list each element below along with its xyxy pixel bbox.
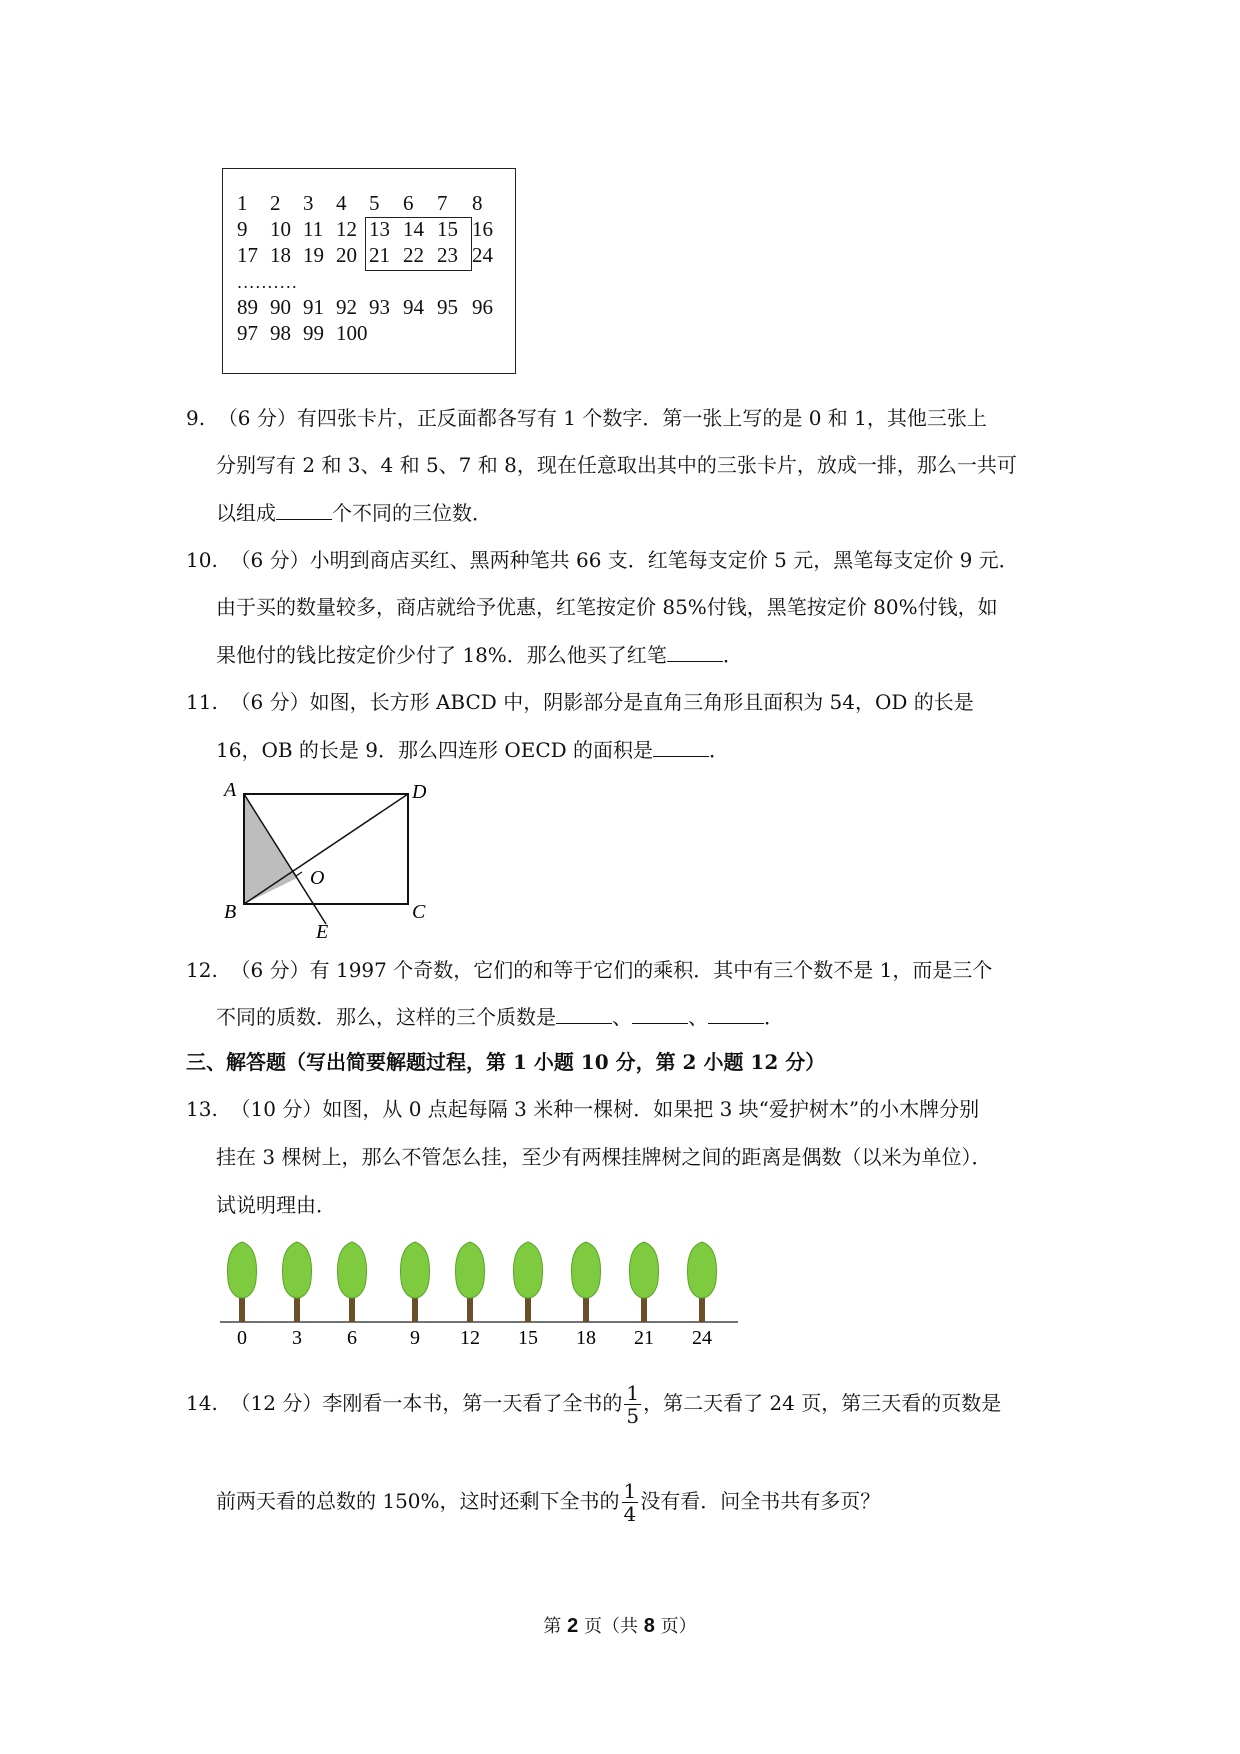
q9-number: 9. — [186, 406, 206, 430]
q10-text-3a: 果他付的钱比按定价少付了 18%．那么他买了红笔 — [216, 643, 667, 667]
q12-answer-blank-2[interactable] — [632, 1005, 688, 1024]
q11-answer-blank[interactable] — [653, 738, 709, 757]
label-a: A — [224, 779, 237, 801]
q11-text-1: 如图，长方形 ABCD 中，阴影部分是直角三角形且面积为 54，OD 的长是 — [309, 690, 974, 714]
tree-crown — [572, 1242, 601, 1298]
q11-line2 — [216, 736, 729, 764]
q10-line2: 由于买的数量较多，商店就给予优惠，红笔按定价 85%付钱，黑笔按定价 80%付钱，如 — [216, 595, 998, 619]
tree-icon — [630, 1242, 659, 1322]
grid-number: 8 — [472, 191, 483, 215]
tree-distance-label: 21 — [634, 1327, 654, 1349]
label-c: C — [412, 901, 426, 923]
tree-distance-label: 9 — [410, 1327, 420, 1349]
q13-line2: 挂在 3 棵树上，那么不管怎么挂，至少有两棵挂牌树之间的距离是偶数（以米为单位）． — [216, 1145, 992, 1169]
grid-number: 23 — [437, 243, 458, 267]
grid-number: 17 — [237, 243, 258, 267]
q12-text-1: 有 1997 个奇数，它们的和等于它们的乘积．其中有三个数不是 1，而是三个 — [309, 958, 993, 982]
q12-answer-blank-1[interactable] — [556, 1005, 612, 1024]
tree-icon — [572, 1242, 601, 1322]
grid-number: 10 — [270, 217, 291, 241]
q12-answer-blank-3[interactable] — [708, 1005, 764, 1024]
rectangle-abcd-figure — [210, 778, 440, 938]
q9-text-1: 有四张卡片，正反面都各写有 1 个数字．第一张上写的是 0 和 1，其他三张上 — [296, 406, 987, 430]
q13-score: （10 分） — [230, 1097, 323, 1121]
tree-crown — [456, 1242, 485, 1298]
tree-icon — [401, 1242, 430, 1322]
fraction-1-denominator: 5 — [626, 1404, 640, 1428]
tree-distance-label: 0 — [237, 1327, 247, 1349]
tree-crown — [283, 1242, 312, 1298]
tree-crown — [401, 1242, 430, 1298]
grid-number: 91 — [303, 295, 324, 319]
grid-number: 6 — [403, 191, 414, 215]
q12-end: ． — [764, 1005, 784, 1029]
tree-crown — [630, 1242, 659, 1298]
q10-text-3b: ． — [722, 643, 743, 667]
grid-number: 22 — [403, 243, 424, 267]
label-o: O — [310, 867, 325, 889]
trees-group — [228, 1242, 717, 1349]
grid-ellipsis: .......... — [237, 273, 298, 292]
q9-line1 — [186, 404, 987, 432]
q9-text-3a: 以组成 — [216, 501, 276, 525]
grid-number: 100 — [336, 321, 368, 345]
tree-icon — [456, 1242, 485, 1322]
q12-line1 — [186, 956, 992, 984]
footer-page-number: 2 — [567, 1615, 579, 1637]
tree-icon — [228, 1242, 257, 1322]
grid-number: 90 — [270, 295, 291, 319]
grid-number: 24 — [472, 243, 493, 267]
grid-number: 13 — [369, 217, 390, 241]
grid-number: 15 — [437, 217, 458, 241]
q14-text-1b: ，第二天看了 24 页，第三天看的页数是 — [643, 1391, 1002, 1415]
grid-number: 92 — [336, 295, 357, 319]
q11-score: （6 分） — [230, 690, 310, 714]
fraction-2-numerator: 1 — [623, 1479, 637, 1503]
q11-text-2a: 16，OB 的长是 9．那么四连形 OECD 的面积是 — [216, 738, 654, 762]
grid-highlight-box — [365, 217, 472, 271]
grid-number: 7 — [437, 191, 448, 215]
q13-line3: 试说明理由． — [216, 1193, 336, 1217]
fraction-one-fifth — [624, 1382, 641, 1427]
q11-line1 — [186, 688, 974, 716]
grid-number: 96 — [472, 295, 493, 319]
q11-text-2b: ． — [709, 738, 730, 762]
q12-text-2a: 不同的质数．那么，这样的三个质数是 — [216, 1005, 556, 1029]
label-b: B — [224, 901, 237, 923]
grid-number: 4 — [336, 191, 347, 215]
q13-number: 13. — [186, 1097, 218, 1121]
grid-number: 16 — [472, 217, 493, 241]
tree-icon — [283, 1242, 312, 1322]
q11-number: 11. — [186, 690, 218, 714]
q12-number: 12. — [186, 958, 218, 982]
grid-number: 98 — [270, 321, 291, 345]
grid-number: 3 — [303, 191, 314, 215]
grid-number: 93 — [369, 295, 390, 319]
q10-line3 — [216, 641, 743, 669]
number-grid-figure — [222, 168, 516, 374]
grid-number: 5 — [369, 191, 380, 215]
grid-number: 18 — [270, 243, 291, 267]
grid-number: 97 — [237, 321, 258, 345]
footer-prefix: 第 — [543, 1616, 568, 1637]
grid-number: 21 — [369, 243, 390, 267]
q10-score: （6 分） — [230, 548, 310, 572]
tree-distance-label: 3 — [292, 1327, 302, 1349]
q9-line3 — [216, 499, 492, 527]
q14-text-2a: 前两天看的总数的 150%，这时还剩下全书的 — [216, 1489, 620, 1513]
grid-number: 12 — [336, 217, 357, 241]
tree-icon — [514, 1242, 543, 1322]
grid-number: 1 — [237, 191, 248, 215]
q12-sep-2: 、 — [688, 1005, 708, 1029]
grid-number: 19 — [303, 243, 324, 267]
tree-icon — [688, 1242, 717, 1322]
q10-text-1: 小明到商店买红、黑两种笔共 66 支．红笔每支定价 5 元，黑笔每支定价 9 元． — [309, 548, 1019, 572]
tree-crown — [338, 1242, 367, 1298]
label-e: E — [316, 921, 329, 938]
tree-distance-label: 18 — [576, 1327, 596, 1349]
q12-sep-1: 、 — [612, 1005, 632, 1029]
grid-number: 89 — [237, 295, 258, 319]
label-d: D — [412, 781, 427, 803]
grid-number: 95 — [437, 295, 458, 319]
q14-text-1a: 李刚看一本书，第一天看了全书的 — [322, 1391, 623, 1415]
fraction-one-fourth — [622, 1480, 639, 1525]
tree-crown — [514, 1242, 543, 1298]
grid-number: 99 — [303, 321, 324, 345]
tree-icon — [338, 1242, 367, 1322]
q13-text-1: 如图，从 0 点起每隔 3 米种一棵树．如果把 3 块“爱护树木”的小木牌分别 — [322, 1097, 980, 1121]
q14-line2 — [216, 1476, 880, 1526]
tree-distance-label: 24 — [692, 1327, 712, 1349]
q12-score: （6 分） — [230, 958, 310, 982]
page-footer — [0, 1612, 1240, 1638]
q14-score: （12 分） — [230, 1391, 323, 1415]
q10-line1 — [186, 546, 1019, 574]
q14-text-2b: 没有看．问全书共有多页？ — [640, 1489, 881, 1513]
footer-middle: 页（共 — [578, 1616, 644, 1637]
grid-number: 9 — [237, 217, 248, 241]
grid-number: 11 — [303, 217, 324, 241]
shaded-triangle — [244, 794, 297, 904]
tree-crown — [688, 1242, 717, 1298]
grid-number: 20 — [336, 243, 357, 267]
q13-line1 — [186, 1095, 979, 1123]
q14-line1 — [186, 1378, 1001, 1428]
q10-number: 10. — [186, 548, 218, 572]
tree-distance-label: 15 — [518, 1327, 538, 1349]
grid-number: 94 — [403, 295, 424, 319]
grid-number: 2 — [270, 191, 281, 215]
q12-line2 — [216, 1003, 784, 1031]
q9-answer-blank[interactable] — [276, 501, 332, 520]
q9-text-3b: 个不同的三位数． — [332, 501, 492, 525]
grid-number: 14 — [403, 217, 424, 241]
footer-total-pages: 8 — [643, 1615, 655, 1637]
q10-answer-blank[interactable] — [667, 643, 723, 662]
tree-distance-label: 12 — [460, 1327, 480, 1349]
q9-score: （6 分） — [217, 406, 297, 430]
fraction-1-numerator: 1 — [626, 1381, 640, 1405]
fraction-2-denominator: 4 — [623, 1502, 637, 1526]
tree-distance-label: 6 — [347, 1327, 357, 1349]
footer-suffix: 页） — [654, 1616, 697, 1637]
trees-figure — [220, 1240, 740, 1350]
q9-line2: 分别写有 2 和 3、4 和 5、7 和 8，现在任意取出其中的三张卡片，放成一排，那么一共可 — [216, 453, 1017, 477]
tree-crown — [228, 1242, 257, 1298]
section-3-title: 三、解答题（写出简要解题过程，第 1 小题 10 分，第 2 小题 12 分） — [186, 1050, 826, 1074]
q14-number: 14. — [186, 1391, 218, 1415]
